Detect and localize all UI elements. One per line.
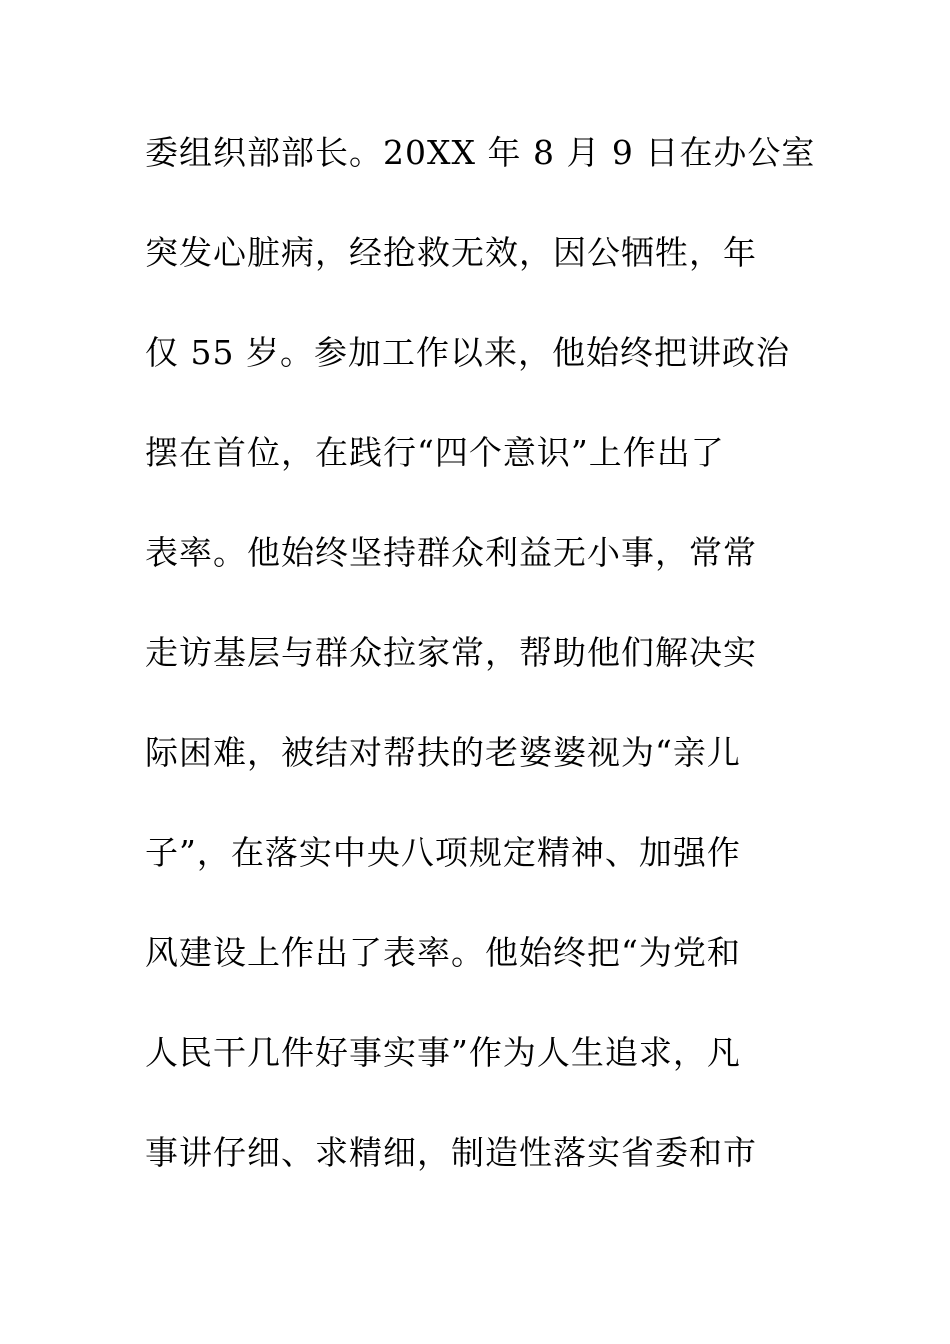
text-line: 表率。他始终坚持群众利益无小事，常常 — [145, 533, 757, 572]
text-line: 走访基层与群众拉家常，帮助他们解决实 — [145, 633, 757, 672]
text-line: 摆在首位，在践行“四个意识”上作出了 — [145, 433, 725, 472]
text-line: 际困难，被结对帮扶的老婆婆视为“亲儿 — [145, 733, 741, 772]
text-line: 仅 55 岁。参加工作以来，他始终把讲政治 — [145, 333, 790, 372]
body-paragraph — [145, 122, 816, 1222]
text-line: 委组织部部长。20XX 年 8 月 9 日在办公室 — [145, 133, 816, 172]
text-line: 事讲仔细、求精细，制造性落实省委和市 — [145, 1133, 757, 1172]
text-line: 风建设上作出了表率。他始终把“为党和 — [145, 933, 741, 972]
text-line: 人民干几件好事实事”作为人生追求，凡 — [145, 1033, 741, 1072]
text-line: 突发心脏病，经抢救无效，因公牺牲，年 — [145, 233, 757, 272]
text-line: 子”，在落实中央八项规定精神、加强作 — [145, 833, 741, 872]
